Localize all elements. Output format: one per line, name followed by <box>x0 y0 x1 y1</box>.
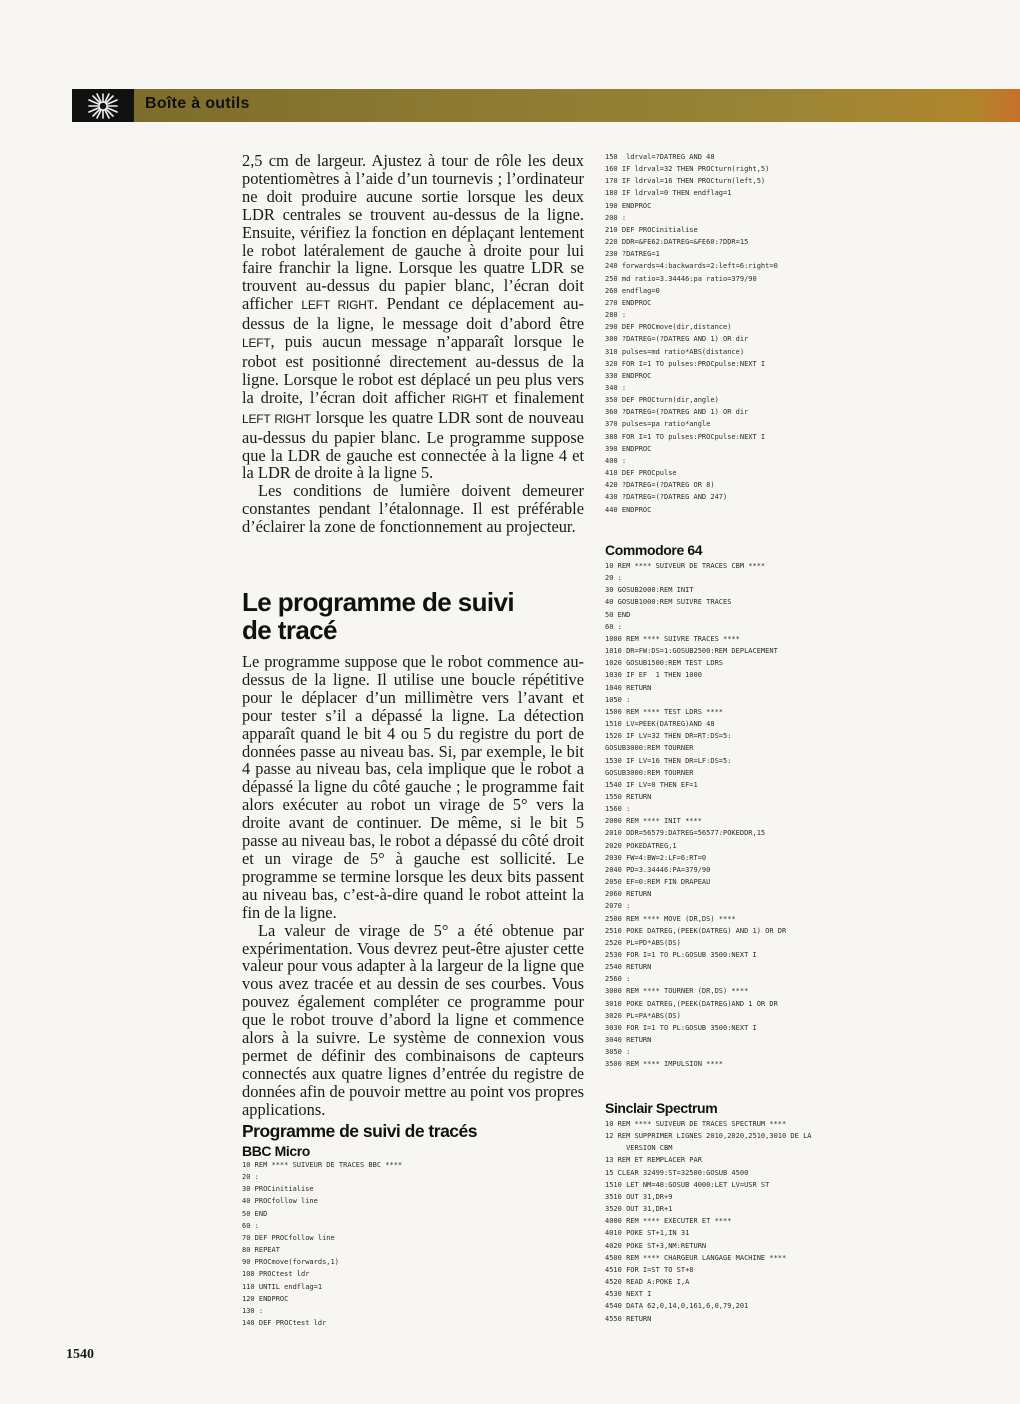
code-line: 350 DEF PROCturn(dir,angle) <box>605 396 719 405</box>
code-line: 330 ENDPROC <box>605 371 652 380</box>
code-line: 4000 REM **** EXECUTER ET **** <box>605 1217 732 1226</box>
code-line: 400 : <box>605 456 627 465</box>
code-line: 2000 REM **** INIT **** <box>605 817 702 826</box>
code-line: 200 : <box>605 213 627 222</box>
header-icon-box <box>72 89 134 122</box>
code-line: 370 pulses=pa ratio*angle <box>605 420 711 429</box>
code-line: 2020 POKEDATREG,1 <box>605 841 677 850</box>
code-line: 13 REM ET REMPLACER PAR <box>605 1156 702 1165</box>
code-line: 1550 RETURN <box>605 792 652 801</box>
code-line: 10 REM **** SUIVEUR DE TRACES CBM **** <box>605 562 766 570</box>
code-line: 2050 EF=0:REM FIN DRAPEAU <box>605 878 711 887</box>
code-line: 280 : <box>605 311 627 320</box>
code-line: 40 GOSUB1000:REM SUIVRE TRACES <box>605 598 732 607</box>
code-line: 220 DDR=&FE62:DATREG=&FE60:?DDR=15 <box>605 238 749 247</box>
code-line: 50 END <box>605 610 631 619</box>
code-line: 4010 POKE ST+1,IN 31 <box>605 1229 690 1238</box>
code-line: 2540 RETURN <box>605 963 652 972</box>
code-line: 4550 RETURN <box>605 1314 652 1323</box>
section-paragraph-1: Le programme suppose que le robot commence au-dessus de la ligne. Il utilise une boucle répétitive pour le déplacer d’un millimètre vers l’avant et pour tester s’il a dépassé la ligne. La détection apparaît quand le bit 4 ou 5 du registre du port de données passe au niveau bas. Si, par exemple, le bit 4 passe au niveau bas, cela implique que le robot a dépassé la ligne du côté gauche ; le programme fait alors exécuter au robot un virage de 5° vers la droite avant de continuer. De même, si le bit 5 passe au niveau bas, le robot a dépassé du côté droit et un virage de 5° à gauche est sollicité. Le programme se termine lorsque les deux bits passent au niveau bas, c’est-à-dire quand le robot atteint la fin de la ligne. <box>242 652 584 922</box>
code-line: 3500 REM **** IMPULSION **** <box>605 1060 724 1069</box>
code-line: 2010 DDR=56579:DATREG=56577:POKEDDR,15 <box>605 829 766 838</box>
code-line: 160 IF ldrval=32 THEN PROCturn(right,5) <box>605 165 770 174</box>
code-line: 1500 REM **** TEST LDRS **** <box>605 707 724 716</box>
code-line: 2500 REM **** MOVE (DR,DS) **** <box>605 914 736 923</box>
code-line: 270 ENDPROC <box>605 298 652 307</box>
code-line: 20 : <box>242 1173 259 1182</box>
code-line: 150 ldrval=?DATREG AND 48 <box>605 153 715 161</box>
code-line: 3520 OUT 31,DR+1 <box>605 1205 673 1214</box>
code-line: 1510 LET NM=48:GOSUB 4000:LET LV=USR ST <box>605 1180 770 1189</box>
code-line: 4500 REM **** CHARGEUR LANGAGE MACHINE **** <box>605 1253 787 1262</box>
listing-block-right <box>605 151 995 516</box>
code-line: 360 ?DATREG=(?DATREG AND 1) OR dir <box>605 408 749 417</box>
listing-title: Programme de suivi de tracés <box>242 1121 477 1141</box>
text-run: , puis aucun message n’apparaît lorsque le robot est positionné directement au-dessus de la ligne. Lorsque le robot est déplacé un peu plus vers la droite, l’écran doit afficher <box>242 332 584 407</box>
code-line: 90 PROCmove(forwards,1) <box>242 1258 339 1267</box>
code-line: 320 FOR I=1 TO pulses:PROCpulse:NEXT I <box>605 359 766 368</box>
code-line: GOSUB3000:REM TOURNER <box>605 768 694 777</box>
intro-paragraph-1 <box>242 152 584 482</box>
code-line: 4540 DATA 62,0,14,0,161,6,0,79,201 <box>605 1302 749 1311</box>
code-line: 40 PROCfollow line <box>242 1197 318 1206</box>
code-line: 4510 FOR I=ST TO ST+8 <box>605 1265 694 1274</box>
code-line: 1030 IF EF 1 THEN 1000 <box>605 671 702 680</box>
starburst-icon <box>83 92 123 120</box>
code-line: 2530 FOR I=1 TO PL:GOSUB 3500:NEXT I <box>605 951 757 959</box>
c64-block <box>605 542 995 1071</box>
code-line: 340 : <box>605 383 627 392</box>
code-line: 2030 FW=4:BW=2:LF=6:RT=0 <box>605 853 707 862</box>
code-line: 140 DEF PROCtest ldr <box>242 1319 327 1328</box>
code-line: 3010 POKE DATREG,(PEEK(DATREG)AND 1 OR DR <box>605 999 778 1008</box>
code-line: 1050 : <box>605 695 631 704</box>
section-title <box>242 588 584 644</box>
bbc-listing-part-1 <box>242 1159 584 1329</box>
code-line: 80 REPEAT <box>242 1246 280 1255</box>
section-title-line-2: de tracé <box>242 615 337 645</box>
code-line: 190 ENDPROC <box>605 201 652 210</box>
section-header-title: Boîte à outils <box>145 95 250 112</box>
section-title-line-1: Le programme de suivi <box>242 587 515 617</box>
code-line: 1040 RETURN <box>605 683 652 692</box>
code-line: 1000 REM **** SUIVRE TRACES **** <box>605 634 740 643</box>
text-run: et finalement <box>488 387 584 407</box>
code-line: 3000 REM **** TOURNER (DR,DS) **** <box>605 987 749 996</box>
code-line: 290 DEF PROCmove(dir,distance) <box>605 323 732 332</box>
c64-title: Commodore 64 <box>605 542 703 558</box>
code-line: 70 DEF PROCfollow line <box>242 1233 335 1242</box>
code-line: 1020 GOSUB1500:REM TEST LDRS <box>605 659 724 668</box>
code-line: 4020 POKE ST+3,NM:RETURN <box>605 1241 707 1250</box>
code-line: 30 PROCinitialise <box>242 1185 314 1194</box>
code-line: 2060 RETURN <box>605 890 652 899</box>
code-line: 240 forwards=4:backwards=2:left=6:right=0 <box>605 262 778 271</box>
section-body <box>242 653 584 1119</box>
code-line: 1560 : <box>605 805 631 814</box>
code-line: 50 END <box>242 1209 268 1218</box>
text-run: 2,5 cm de largeur. Ajustez à tour de rôle les deux potentiomètres à l’aide d’un tournevis ; l’ordinateur ne doit produire aucune sortie lorsque les deux LDR centrales se trouvent au-dessus de la ligne. Ensuite, vérifiez la fonction en déplaçant lentement le robot latéralement de gauche à droite pour lui faire franchir la ligne. Lorsque les quatre LDR se trouvent au-dessus du papier blanc, l’écran doit afficher <box>242 151 584 314</box>
code-line: 3040 RETURN <box>605 1036 652 1045</box>
code-line: 1540 IF LV=0 THEN EF=1 <box>605 780 698 789</box>
screen-message: LEFT <box>242 336 271 351</box>
spectrum-block <box>605 1100 995 1325</box>
code-line: 120 ENDPROC <box>242 1294 289 1303</box>
code-line: VERSION CBM <box>605 1144 673 1153</box>
section-title-block <box>242 588 584 644</box>
listing-block-left <box>242 1121 584 1329</box>
code-line: 20 : <box>605 574 622 583</box>
code-line: 3020 PL=PA*ABS(DS) <box>605 1011 681 1020</box>
code-line: 2560 : <box>605 975 631 984</box>
code-line: 4530 NEXT I <box>605 1290 652 1299</box>
code-line: 180 IF ldrval=0 THEN endflag=1 <box>605 189 732 198</box>
code-line: 3510 OUT 31,DR+9 <box>605 1192 673 1201</box>
code-line: 420 ?DATREG=(?DATREG OR 8) <box>605 481 715 490</box>
text-run: lorsque les quatre LDR sont de nouveau au-dessus du papier blanc. Le programme suppose que la LDR de gauche est connectée à la ligne 4 et la LDR de droite à la ligne 5. <box>242 407 584 483</box>
code-line: 210 DEF PROCinitialise <box>605 225 698 234</box>
code-line: 10 REM **** SUIVEUR DE TRACES SPECTRUM **** <box>605 1120 787 1128</box>
code-line: 1520 IF LV=32 THEN DR=RT:DS=5: <box>605 732 732 741</box>
code-line: 440 ENDPROC <box>605 505 652 514</box>
code-line: 3030 FOR I=1 TO PL:GOSUB 3500:NEXT I <box>605 1023 757 1032</box>
code-line: 1010 DR=FW:DS=1:GOSUB2500:REM DEPLACEMENT <box>605 647 778 656</box>
code-line: 60 : <box>242 1221 259 1230</box>
code-line: 4520 READ A:POKE I,A <box>605 1278 690 1287</box>
code-line: 12 REM SUPPRIMER LIGNES 2010,2020,2510,3010 DE LA <box>605 1132 812 1141</box>
code-line: 310 pulses=md ratio*ABS(distance) <box>605 347 745 356</box>
code-line: 430 ?DATREG=(?DATREG AND 247) <box>605 493 728 502</box>
bbc-title: BBC Micro <box>242 1143 310 1159</box>
code-line: 170 IF ldrval=16 THEN PROCturn(left,5) <box>605 177 766 186</box>
code-line: 2520 PL=PD*ABS(DS) <box>605 938 681 947</box>
code-line: 2070 : <box>605 902 631 911</box>
code-line: 300 ?DATREG=(?DATREG AND 1) OR dir <box>605 335 749 344</box>
spectrum-listing <box>605 1118 995 1325</box>
code-line: 60 : <box>605 622 622 631</box>
c64-listing <box>605 560 995 1071</box>
code-line: 230 ?DATREG=1 <box>605 250 660 259</box>
code-line: 100 PROCtest ldr <box>242 1270 310 1279</box>
screen-message: LEFT RIGHT <box>242 411 311 426</box>
code-line: 110 UNTIL endflag=1 <box>242 1282 323 1291</box>
code-line: 1530 IF LV=16 THEN DR=LF:DS=5: <box>605 756 732 765</box>
code-line: GOSUB3000:REM TOURNER <box>605 744 694 753</box>
code-line: 250 md ratio=3.34446:pa ratio=379/90 <box>605 274 757 283</box>
code-line: 260 endflag=0 <box>605 286 660 295</box>
intro-paragraph-2: Les conditions de lumière doivent demeurer constantes pendant l’étalonnage. Il est préférable d’éclairer la zone de fonctionnement au projecteur. <box>242 481 584 537</box>
code-line: 1510 LV=PEEK(DATREG)AND 48 <box>605 720 715 729</box>
spectrum-title: Sinclair Spectrum <box>605 1100 718 1116</box>
code-line: 30 GOSUB2000:REM INIT <box>605 586 694 595</box>
code-line: 15 CLEAR 32499:ST=32500:GOSUB 4500 <box>605 1168 749 1177</box>
page-number: 1540 <box>66 1347 94 1362</box>
text-run: . Pendant ce déplacement au-dessus de la ligne, le message doit d’abord être <box>242 294 585 334</box>
screen-message: LEFT RIGHT <box>301 298 374 313</box>
code-line: 2510 POKE DATREG,(PEEK(DATREG) AND 1) OR DR <box>605 926 787 935</box>
code-line: 10 REM **** SUIVEUR DE TRACES BBC **** <box>242 1161 403 1169</box>
code-line: 3050 : <box>605 1048 631 1057</box>
code-line: 410 DEF PROCpulse <box>605 469 677 478</box>
code-line: 390 ENDPROC <box>605 444 652 453</box>
code-line: 130 : <box>242 1306 264 1315</box>
code-line: 2040 PD=3.34446:PA=379/90 <box>605 865 711 874</box>
section-paragraph-2: La valeur de virage de 5° a été obtenue par expérimentation. Vous devrez peut-être ajuster cette valeur pour vous adapter à la largeur de la ligne que vous avez tracée et au dessin de ses courbes. Vous pouvez également compléter ce programme pour que le robot trouve d’abord la ligne et commence alors à la suivre. Le système de connexion vous permet de définir des combinaisons de capteurs connectés aux quatre lignes d’entrée du registre de données afin de pouvoir mettre au point vos propres applications. <box>242 920 584 1119</box>
screen-message: RIGHT <box>452 391 489 406</box>
intro-text <box>242 152 584 536</box>
code-line: 380 FOR I=1 TO pulses:PROCpulse:NEXT I <box>605 432 766 441</box>
bbc-listing-part-2 <box>605 151 995 516</box>
